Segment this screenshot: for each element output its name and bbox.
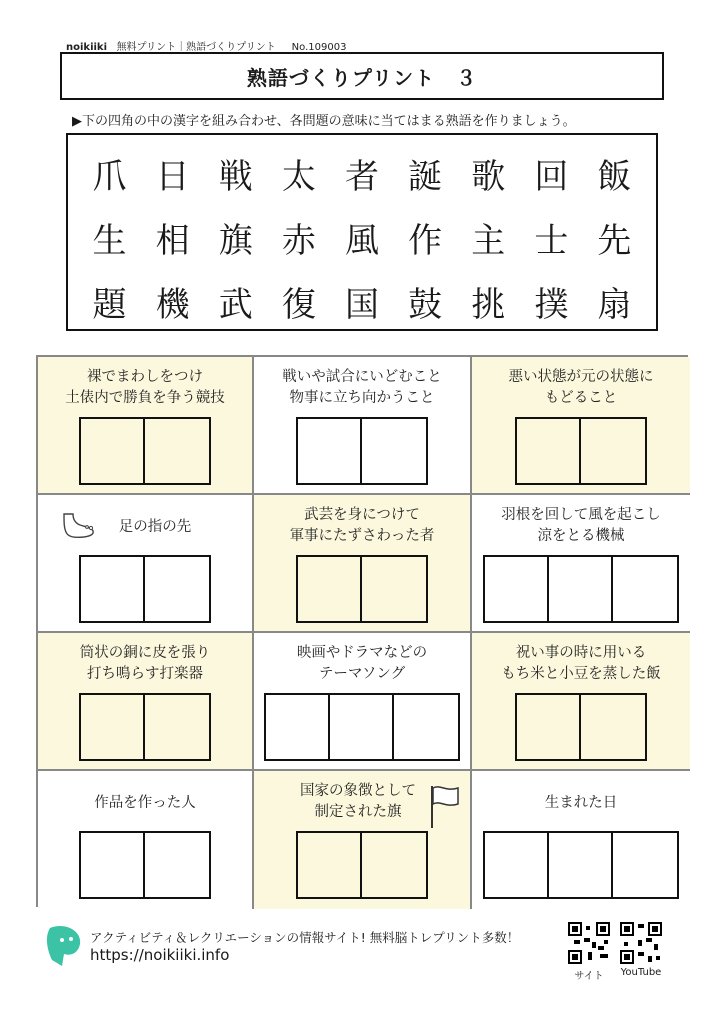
- kanji-char: 歌: [471, 157, 506, 197]
- question-clue: 武芸を身につけて 軍事にたずさわった者: [289, 507, 435, 544]
- question-cell: [472, 357, 690, 495]
- answer-boxes: [264, 693, 460, 761]
- qr-code-youtube[interactable]: [620, 922, 662, 964]
- question-cell: [38, 633, 254, 771]
- answer-box[interactable]: [266, 695, 330, 759]
- question-clue: 作品を作った人: [94, 795, 196, 811]
- answer-boxes: [79, 831, 211, 899]
- answer-box[interactable]: [362, 557, 426, 621]
- page-title: 熟語づくりプリント ３: [60, 52, 664, 100]
- answer-box[interactable]: [298, 419, 362, 483]
- qr-code-site[interactable]: [568, 922, 610, 964]
- header-number: No.109003: [291, 42, 347, 53]
- qr-label-site: サイト: [574, 971, 604, 982]
- question-clue: 映画やドラマなどの テーマソング: [296, 645, 428, 682]
- qr-label-youtube: YouTube: [620, 967, 662, 978]
- question-cell: [472, 495, 690, 633]
- answer-box[interactable]: [549, 833, 613, 897]
- answer-box[interactable]: [145, 557, 209, 621]
- answer-box[interactable]: [581, 419, 645, 483]
- foot-icon: [60, 512, 96, 540]
- kanji-char: 挑: [471, 285, 506, 325]
- kanji-row: [68, 213, 656, 262]
- answer-box[interactable]: [613, 557, 677, 621]
- kanji-char: 扇: [597, 285, 632, 325]
- answer-box[interactable]: [517, 695, 581, 759]
- question-cell: [254, 633, 472, 771]
- question-clue: 裸でまわしをつけ 土俵内で勝負を争う競技: [65, 369, 225, 406]
- question-cell: [38, 357, 254, 495]
- answer-boxes: [515, 417, 647, 485]
- answer-boxes: [296, 831, 428, 899]
- kanji-char: 鼓: [408, 285, 443, 325]
- kanji-char: 機: [155, 285, 190, 325]
- answer-box[interactable]: [485, 557, 549, 621]
- kanji-char: 国: [344, 285, 379, 325]
- answer-box[interactable]: [81, 557, 145, 621]
- answer-boxes: [79, 693, 211, 761]
- kanji-char: 日: [155, 157, 190, 197]
- question-clue: 戦いや試合にいどむこと 物事に立ち向かうこと: [282, 369, 442, 406]
- answer-box[interactable]: [145, 419, 209, 483]
- answer-boxes: [296, 417, 428, 485]
- instruction-text: ▶下の四角の中の漢字を組み合わせ、各問題の意味に当てはまる熟語を作りましょう。: [72, 114, 576, 129]
- kanji-char: 旗: [218, 221, 253, 261]
- header-line: [66, 38, 346, 53]
- kanji-char: 題: [92, 285, 127, 325]
- answer-boxes: [79, 417, 211, 485]
- answer-box[interactable]: [485, 833, 549, 897]
- kanji-char: 爪: [92, 157, 127, 197]
- question-clue: 足の指の先: [118, 519, 192, 535]
- question-grid: [36, 355, 688, 907]
- kanji-char: 先: [597, 221, 632, 261]
- question-cell: [472, 771, 690, 909]
- question-cell: [472, 633, 690, 771]
- answer-box[interactable]: [145, 833, 209, 897]
- question-clue: 国家の象徴として 制定された旗: [300, 783, 416, 820]
- answer-boxes: [79, 555, 211, 623]
- header-brand: noikiiki: [66, 42, 108, 53]
- answer-box[interactable]: [362, 833, 426, 897]
- answer-boxes: [483, 555, 679, 623]
- kanji-char: 回: [534, 157, 569, 197]
- kanji-row: [68, 149, 656, 198]
- kanji-char: 生: [92, 221, 127, 261]
- kanji-char: 太: [281, 157, 316, 197]
- answer-box[interactable]: [81, 695, 145, 759]
- kanji-char: 武: [218, 285, 253, 325]
- kanji-char: 主: [471, 221, 506, 261]
- kanji-char: 赤: [281, 221, 316, 261]
- question-clue: 祝い事の時に用いる もち米と小豆を蒸した飯: [501, 645, 661, 682]
- kanji-char: 戦: [218, 157, 253, 197]
- kanji-char: 飯: [597, 157, 632, 197]
- kanji-char: 撲: [534, 285, 569, 325]
- answer-box[interactable]: [298, 557, 362, 621]
- answer-box[interactable]: [330, 695, 394, 759]
- kanji-char: 風: [344, 221, 379, 261]
- mascot-logo: [44, 924, 84, 968]
- answer-box[interactable]: [581, 695, 645, 759]
- answer-box[interactable]: [517, 419, 581, 483]
- kanji-char: 作: [408, 221, 443, 261]
- footer-url[interactable]: https://noikiiki.info: [90, 946, 230, 964]
- question-clue: 生まれた日: [544, 795, 618, 811]
- kanji-char: 復: [281, 285, 316, 325]
- question-cell: [38, 771, 254, 909]
- answer-box[interactable]: [81, 419, 145, 483]
- answer-box[interactable]: [362, 419, 426, 483]
- question-clue: 羽根を回して風を起こし 涼をとる機械: [501, 507, 661, 544]
- answer-box[interactable]: [613, 833, 677, 897]
- answer-box[interactable]: [394, 695, 458, 759]
- kanji-char: 誕: [408, 157, 443, 197]
- answer-boxes: [296, 555, 428, 623]
- question-cell: [254, 495, 472, 633]
- flag-icon: [428, 782, 462, 830]
- kanji-char: 相: [155, 221, 190, 261]
- answer-box[interactable]: [549, 557, 613, 621]
- answer-box[interactable]: [298, 833, 362, 897]
- footer-tagline: アクティビティ＆レクリエーションの情報サイト! 無料脳トレプリント多数！: [90, 930, 520, 945]
- kanji-panel: [66, 133, 658, 331]
- answer-boxes: [515, 693, 647, 761]
- answer-boxes: [483, 831, 679, 899]
- question-clue: 悪い状態が元の状態に もどること: [508, 369, 654, 406]
- kanji-char: 者: [344, 157, 379, 197]
- kanji-char: 士: [534, 221, 569, 261]
- answer-box[interactable]: [145, 695, 209, 759]
- question-cell: [254, 357, 472, 495]
- answer-box[interactable]: [81, 833, 145, 897]
- header-series: 無料プリント｜熟語づくりプリント: [116, 42, 276, 53]
- question-clue: 筒状の銅に皮を張り 打ち鳴らす打楽器: [79, 645, 211, 682]
- kanji-row: [68, 277, 656, 326]
